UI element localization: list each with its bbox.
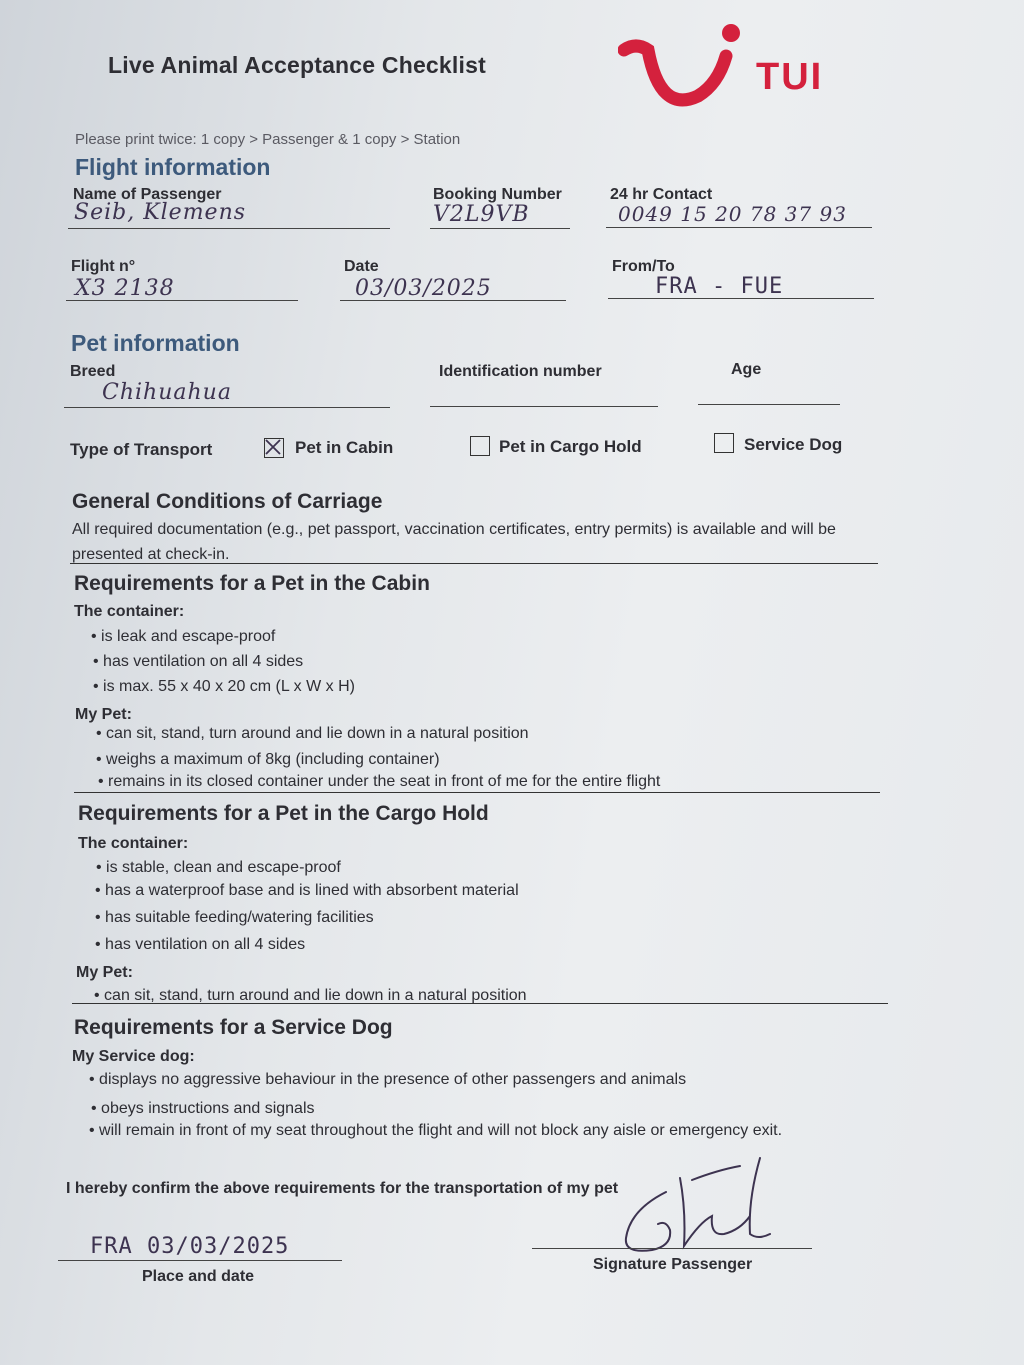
service-dog-label-text: My Service dog: (72, 1048, 195, 1065)
checkmark-x-icon (263, 437, 283, 457)
print-note: Please print twice: 1 copy > Passenger & 1 copy > Station (75, 131, 461, 148)
booking-value[interactable]: V2L9VB (433, 202, 530, 227)
breed-line (64, 407, 390, 408)
cabin-container-label: The container: (74, 603, 185, 620)
pet-in-cabin-checkbox[interactable] (264, 438, 284, 458)
list-item: • can sit, stand, turn around and lie down in a natural position (94, 987, 527, 1005)
general-conditions-line-2: presented at check-in. (72, 546, 230, 563)
pet-section-title: Pet information (71, 330, 240, 356)
transport-label: Type of Transport (70, 440, 213, 459)
flight-number-label: Flight n° (71, 258, 136, 275)
date-value[interactable]: 03/03/2025 (355, 276, 492, 301)
identification-label: Identification number (439, 363, 602, 380)
booking-line (430, 228, 570, 229)
breed-value[interactable]: Chihuahua (102, 380, 232, 405)
divider (74, 792, 880, 793)
list-item: • has ventilation on all 4 sides (95, 936, 305, 954)
list-item: • is stable, clean and escape-proof (96, 859, 341, 877)
cabin-requirements-title: Requirements for a Pet in the Cabin (74, 572, 430, 595)
list-item: • weighs a maximum of 8kg (including container) (96, 751, 440, 769)
general-conditions-line-1: All required documentation (e.g., pet passport, vaccination certificates, entry permits) is available and will be (72, 521, 836, 538)
general-conditions-title: General Conditions of Carriage (72, 490, 383, 513)
cargo-requirements-title: Requirements for a Pet in the Cargo Hold (78, 802, 489, 825)
flight-number-value[interactable]: X3 2138 (75, 276, 175, 301)
pet-in-cargo-hold-label: Pet in Cargo Hold (499, 437, 642, 456)
passenger-line (68, 228, 390, 229)
route-value[interactable]: FRA - FUE (655, 274, 784, 299)
date-label: Date (344, 258, 379, 275)
list-item: • has ventilation on all 4 sides (93, 653, 303, 671)
divider (72, 1003, 888, 1004)
signature-line (532, 1248, 812, 1249)
contact-label: 24 hr Contact (610, 186, 713, 203)
place-date-value[interactable]: FRA 03/03/2025 (90, 1234, 290, 1259)
list-item: • has suitable feeding/watering facilities (95, 909, 374, 927)
flight-number-line (66, 300, 298, 301)
passenger-label: Name of Passenger (73, 186, 222, 203)
list-item: • displays no aggressive behaviour in the presence of other passengers and animals (89, 1071, 686, 1089)
breed-label: Breed (70, 363, 116, 380)
place-date-line (58, 1260, 342, 1261)
list-item: • obeys instructions and signals (91, 1100, 315, 1118)
pet-in-cargo-hold-checkbox[interactable] (470, 436, 490, 456)
list-item: • remains in its closed container under the seat in front of me for the entire flight (98, 773, 660, 791)
list-item: • is leak and escape-proof (91, 628, 275, 646)
service-dog-requirements-title: Requirements for a Service Dog (74, 1016, 393, 1039)
cargo-pet-label: My Pet: (76, 964, 133, 981)
service-dog-checkbox[interactable] (714, 433, 734, 453)
list-item: • will remain in front of my seat throughout the flight and will not block any aisle or emergency exit. (89, 1122, 782, 1140)
date-line (340, 300, 566, 301)
divider (70, 563, 878, 564)
service-dog-label: Service Dog (744, 435, 843, 454)
pet-in-cabin-label: Pet in Cabin (295, 438, 394, 457)
cargo-container-label: The container: (78, 835, 189, 852)
document-title: Live Animal Acceptance Checklist (108, 52, 486, 78)
age-label: Age (731, 361, 762, 378)
brand-name: TUI (756, 56, 824, 98)
contact-line (606, 227, 872, 228)
cabin-pet-label: My Pet: (75, 706, 132, 723)
signature-label: Signature Passenger (593, 1256, 753, 1273)
list-item: • can sit, stand, turn around and lie down in a natural position (96, 725, 529, 743)
place-date-label: Place and date (142, 1268, 255, 1285)
list-item: • is max. 55 x 40 x 20 cm (L x W x H) (93, 678, 355, 696)
contact-value[interactable]: 0049 15 20 78 37 93 (618, 202, 847, 226)
confirmation-text: I hereby confirm the above requirements for the transportation of my pet (66, 1180, 619, 1197)
signature-mark[interactable] (600, 1150, 800, 1260)
booking-label: Booking Number (433, 186, 562, 203)
list-item: • has a waterproof base and is lined with absorbent material (95, 882, 519, 900)
age-line (698, 404, 840, 405)
identification-line (430, 406, 658, 407)
route-line (608, 298, 874, 299)
route-label: From/To (612, 258, 675, 275)
flight-section-title: Flight information (75, 154, 271, 180)
passenger-value[interactable]: Seib, Klemens (74, 200, 247, 225)
